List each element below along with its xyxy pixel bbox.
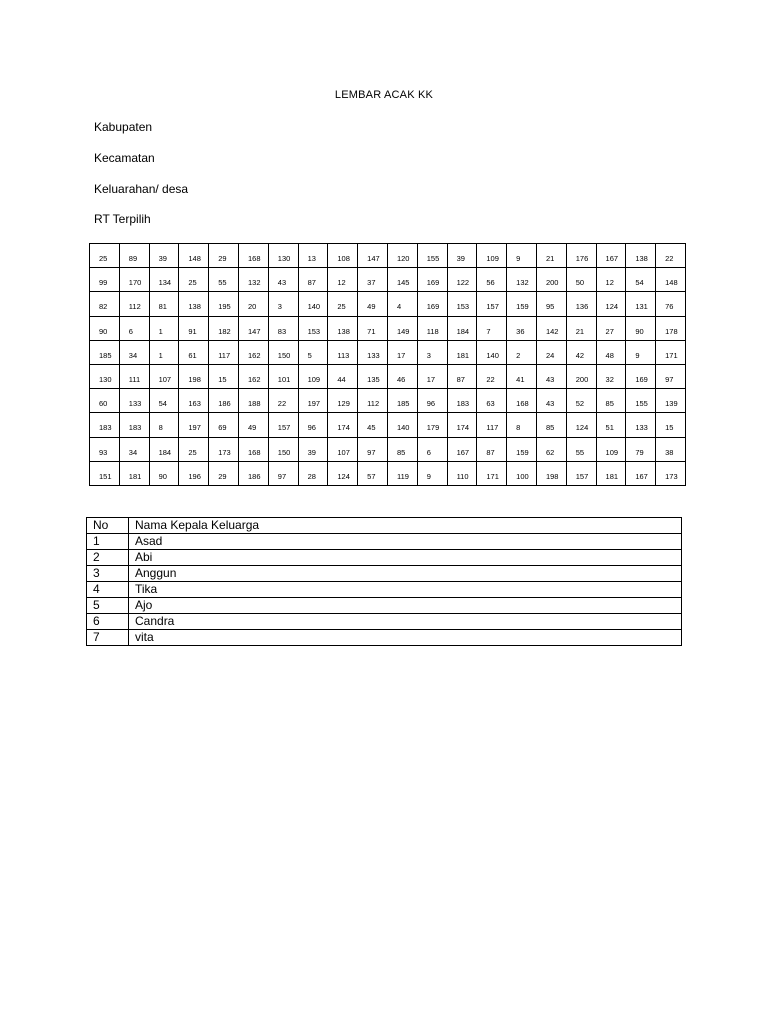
grid-cell: 69 <box>209 413 239 437</box>
grid-cell: 111 <box>119 364 149 388</box>
grid-cell: 95 <box>536 292 566 316</box>
grid-cell: 188 <box>238 389 268 413</box>
kk-row-number: 4 <box>87 582 129 598</box>
grid-cell: 49 <box>358 292 388 316</box>
random-number-grid <box>89 243 686 486</box>
kk-table-row <box>87 630 682 646</box>
grid-cell: 159 <box>507 437 537 461</box>
kk-row-name: Anggun <box>129 566 682 582</box>
grid-cell: 157 <box>268 413 298 437</box>
grid-row <box>90 340 686 364</box>
grid-cell: 87 <box>298 268 328 292</box>
grid-cell: 61 <box>179 340 209 364</box>
grid-cell: 157 <box>566 461 596 485</box>
grid-cell: 198 <box>179 364 209 388</box>
grid-cell: 76 <box>656 292 686 316</box>
grid-row <box>90 461 686 485</box>
grid-cell: 155 <box>417 244 447 268</box>
kk-row-name: vita <box>129 630 682 646</box>
grid-cell: 148 <box>179 244 209 268</box>
grid-cell: 150 <box>268 437 298 461</box>
grid-cell: 162 <box>238 340 268 364</box>
grid-cell: 32 <box>596 364 626 388</box>
grid-cell: 97 <box>268 461 298 485</box>
kk-table-row <box>87 582 682 598</box>
grid-cell: 81 <box>149 292 179 316</box>
grid-cell: 122 <box>447 268 477 292</box>
grid-cell: 163 <box>179 389 209 413</box>
grid-cell: 139 <box>656 389 686 413</box>
grid-cell: 96 <box>298 413 328 437</box>
grid-cell: 17 <box>417 364 447 388</box>
grid-cell: 173 <box>656 461 686 485</box>
field-kelurahan-desa: Keluarahan/ desa <box>94 182 189 196</box>
grid-cell: 153 <box>447 292 477 316</box>
kk-table-header-row <box>87 518 682 534</box>
grid-cell: 97 <box>358 437 388 461</box>
grid-cell: 129 <box>328 389 358 413</box>
grid-cell: 155 <box>626 389 656 413</box>
kk-row-number: 7 <box>87 630 129 646</box>
grid-cell: 147 <box>238 316 268 340</box>
grid-cell: 38 <box>656 437 686 461</box>
grid-cell: 24 <box>536 340 566 364</box>
kk-row-name: Candra <box>129 614 682 630</box>
kk-row-number: 5 <box>87 598 129 614</box>
grid-cell: 109 <box>477 244 507 268</box>
grid-cell: 109 <box>298 364 328 388</box>
grid-cell: 148 <box>656 268 686 292</box>
grid-cell: 15 <box>209 364 239 388</box>
grid-cell: 142 <box>536 316 566 340</box>
grid-cell: 85 <box>387 437 417 461</box>
grid-cell: 27 <box>596 316 626 340</box>
grid-cell: 136 <box>566 292 596 316</box>
grid-cell: 168 <box>238 244 268 268</box>
grid-row <box>90 316 686 340</box>
kk-table-row <box>87 534 682 550</box>
grid-cell: 90 <box>90 316 120 340</box>
grid-cell: 22 <box>656 244 686 268</box>
grid-cell: 71 <box>358 316 388 340</box>
kk-row-number: 6 <box>87 614 129 630</box>
grid-cell: 54 <box>149 389 179 413</box>
grid-cell: 25 <box>90 244 120 268</box>
kk-row-number: 1 <box>87 534 129 550</box>
grid-cell: 135 <box>358 364 388 388</box>
grid-cell: 185 <box>90 340 120 364</box>
grid-cell: 93 <box>90 437 120 461</box>
field-kabupaten: Kabupaten <box>94 120 153 134</box>
grid-cell: 171 <box>656 340 686 364</box>
grid-cell: 46 <box>387 364 417 388</box>
grid-cell: 171 <box>477 461 507 485</box>
document-title: LEMBAR ACAK KK <box>334 89 434 101</box>
grid-row <box>90 413 686 437</box>
grid-cell: 49 <box>238 413 268 437</box>
grid-cell: 21 <box>566 316 596 340</box>
grid-cell: 117 <box>477 413 507 437</box>
grid-cell: 159 <box>507 292 537 316</box>
grid-cell: 107 <box>149 364 179 388</box>
grid-cell: 147 <box>358 244 388 268</box>
grid-cell: 90 <box>626 316 656 340</box>
grid-cell: 29 <box>209 244 239 268</box>
grid-cell: 140 <box>477 340 507 364</box>
grid-cell: 34 <box>119 437 149 461</box>
grid-cell: 9 <box>626 340 656 364</box>
grid-cell: 112 <box>119 292 149 316</box>
grid-row <box>90 268 686 292</box>
grid-cell: 25 <box>179 268 209 292</box>
grid-cell: 118 <box>417 316 447 340</box>
grid-cell: 120 <box>387 244 417 268</box>
grid-cell: 197 <box>179 413 209 437</box>
kk-row-number: 2 <box>87 550 129 566</box>
kk-table-row <box>87 550 682 566</box>
grid-cell: 99 <box>90 268 120 292</box>
grid-cell: 2 <box>507 340 537 364</box>
kk-header-name: Nama Kepala Keluarga <box>129 518 682 534</box>
grid-cell: 197 <box>298 389 328 413</box>
field-kecamatan: Kecamatan <box>94 151 155 165</box>
grid-cell: 110 <box>447 461 477 485</box>
grid-cell: 25 <box>179 437 209 461</box>
grid-cell: 167 <box>626 461 656 485</box>
grid-cell: 183 <box>447 389 477 413</box>
grid-cell: 108 <box>328 244 358 268</box>
grid-cell: 174 <box>328 413 358 437</box>
grid-cell: 200 <box>536 268 566 292</box>
grid-cell: 55 <box>209 268 239 292</box>
grid-cell: 3 <box>417 340 447 364</box>
grid-cell: 140 <box>387 413 417 437</box>
grid-cell: 149 <box>387 316 417 340</box>
grid-cell: 56 <box>477 268 507 292</box>
grid-cell: 9 <box>417 461 447 485</box>
grid-cell: 62 <box>536 437 566 461</box>
grid-cell: 43 <box>536 389 566 413</box>
grid-cell: 107 <box>328 437 358 461</box>
grid-cell: 42 <box>566 340 596 364</box>
grid-cell: 1 <box>149 340 179 364</box>
grid-cell: 124 <box>596 292 626 316</box>
grid-cell: 167 <box>596 244 626 268</box>
grid-cell: 138 <box>328 316 358 340</box>
grid-cell: 13 <box>298 244 328 268</box>
grid-cell: 9 <box>507 244 537 268</box>
grid-row <box>90 389 686 413</box>
grid-cell: 51 <box>596 413 626 437</box>
grid-cell: 8 <box>507 413 537 437</box>
grid-cell: 124 <box>328 461 358 485</box>
grid-cell: 50 <box>566 268 596 292</box>
grid-cell: 25 <box>328 292 358 316</box>
grid-cell: 150 <box>268 340 298 364</box>
grid-cell: 168 <box>507 389 537 413</box>
grid-cell: 12 <box>328 268 358 292</box>
grid-cell: 15 <box>656 413 686 437</box>
grid-cell: 90 <box>149 461 179 485</box>
grid-cell: 5 <box>298 340 328 364</box>
kk-table <box>86 517 682 646</box>
grid-cell: 168 <box>238 437 268 461</box>
grid-cell: 183 <box>90 413 120 437</box>
grid-cell: 112 <box>358 389 388 413</box>
grid-cell: 91 <box>179 316 209 340</box>
grid-cell: 39 <box>149 244 179 268</box>
kk-row-number: 3 <box>87 566 129 582</box>
grid-cell: 57 <box>358 461 388 485</box>
grid-cell: 181 <box>596 461 626 485</box>
grid-cell: 157 <box>477 292 507 316</box>
grid-cell: 89 <box>119 244 149 268</box>
grid-cell: 183 <box>119 413 149 437</box>
grid-cell: 109 <box>596 437 626 461</box>
kk-table-row <box>87 614 682 630</box>
grid-cell: 34 <box>119 340 149 364</box>
grid-cell: 176 <box>566 244 596 268</box>
grid-cell: 44 <box>328 364 358 388</box>
grid-cell: 36 <box>507 316 537 340</box>
kk-table-row <box>87 598 682 614</box>
grid-cell: 131 <box>626 292 656 316</box>
grid-cell: 43 <box>268 268 298 292</box>
grid-cell: 97 <box>656 364 686 388</box>
grid-cell: 182 <box>209 316 239 340</box>
grid-cell: 132 <box>238 268 268 292</box>
grid-cell: 184 <box>447 316 477 340</box>
grid-cell: 200 <box>566 364 596 388</box>
grid-cell: 20 <box>238 292 268 316</box>
grid-cell: 4 <box>387 292 417 316</box>
grid-cell: 117 <box>209 340 239 364</box>
grid-cell: 6 <box>417 437 447 461</box>
grid-cell: 178 <box>656 316 686 340</box>
grid-cell: 12 <box>596 268 626 292</box>
grid-cell: 29 <box>209 461 239 485</box>
grid-cell: 21 <box>536 244 566 268</box>
grid-row <box>90 364 686 388</box>
grid-cell: 6 <box>119 316 149 340</box>
grid-cell: 179 <box>417 413 447 437</box>
grid-cell: 85 <box>536 413 566 437</box>
grid-cell: 145 <box>387 268 417 292</box>
kk-row-name: Tika <box>129 582 682 598</box>
field-rt-terpilih: RT Terpilih <box>94 212 151 226</box>
grid-cell: 63 <box>477 389 507 413</box>
grid-cell: 124 <box>566 413 596 437</box>
kk-table-row <box>87 566 682 582</box>
grid-cell: 43 <box>536 364 566 388</box>
grid-cell: 48 <box>596 340 626 364</box>
grid-cell: 169 <box>417 292 447 316</box>
grid-cell: 134 <box>149 268 179 292</box>
grid-row <box>90 437 686 461</box>
grid-cell: 3 <box>268 292 298 316</box>
grid-cell: 173 <box>209 437 239 461</box>
grid-cell: 151 <box>90 461 120 485</box>
grid-cell: 186 <box>209 389 239 413</box>
grid-cell: 140 <box>298 292 328 316</box>
grid-cell: 196 <box>179 461 209 485</box>
grid-cell: 133 <box>358 340 388 364</box>
grid-cell: 153 <box>298 316 328 340</box>
grid-cell: 100 <box>507 461 537 485</box>
grid-cell: 169 <box>626 364 656 388</box>
grid-cell: 169 <box>417 268 447 292</box>
grid-cell: 1 <box>149 316 179 340</box>
grid-cell: 37 <box>358 268 388 292</box>
grid-row <box>90 292 686 316</box>
grid-cell: 22 <box>477 364 507 388</box>
grid-cell: 83 <box>268 316 298 340</box>
kk-row-name: Asad <box>129 534 682 550</box>
grid-cell: 87 <box>477 437 507 461</box>
grid-cell: 17 <box>387 340 417 364</box>
grid-cell: 185 <box>387 389 417 413</box>
grid-cell: 41 <box>507 364 537 388</box>
grid-cell: 132 <box>507 268 537 292</box>
grid-cell: 79 <box>626 437 656 461</box>
grid-cell: 170 <box>119 268 149 292</box>
grid-cell: 198 <box>536 461 566 485</box>
grid-cell: 130 <box>90 364 120 388</box>
grid-cell: 55 <box>566 437 596 461</box>
grid-cell: 22 <box>268 389 298 413</box>
grid-cell: 133 <box>626 413 656 437</box>
grid-cell: 184 <box>149 437 179 461</box>
grid-row <box>90 244 686 268</box>
grid-cell: 130 <box>268 244 298 268</box>
grid-cell: 113 <box>328 340 358 364</box>
grid-cell: 8 <box>149 413 179 437</box>
grid-cell: 162 <box>238 364 268 388</box>
grid-cell: 7 <box>477 316 507 340</box>
grid-cell: 133 <box>119 389 149 413</box>
kk-header-no: No <box>87 518 129 534</box>
grid-cell: 186 <box>238 461 268 485</box>
grid-cell: 101 <box>268 364 298 388</box>
grid-cell: 138 <box>626 244 656 268</box>
kk-row-name: Ajo <box>129 598 682 614</box>
grid-cell: 54 <box>626 268 656 292</box>
grid-cell: 138 <box>179 292 209 316</box>
grid-cell: 181 <box>447 340 477 364</box>
grid-cell: 174 <box>447 413 477 437</box>
grid-cell: 28 <box>298 461 328 485</box>
grid-cell: 96 <box>417 389 447 413</box>
grid-cell: 60 <box>90 389 120 413</box>
grid-cell: 52 <box>566 389 596 413</box>
grid-cell: 39 <box>447 244 477 268</box>
grid-cell: 87 <box>447 364 477 388</box>
kk-row-name: Abi <box>129 550 682 566</box>
grid-cell: 85 <box>596 389 626 413</box>
grid-cell: 167 <box>447 437 477 461</box>
grid-cell: 39 <box>298 437 328 461</box>
grid-cell: 181 <box>119 461 149 485</box>
grid-cell: 45 <box>358 413 388 437</box>
grid-cell: 82 <box>90 292 120 316</box>
grid-cell: 195 <box>209 292 239 316</box>
grid-cell: 119 <box>387 461 417 485</box>
